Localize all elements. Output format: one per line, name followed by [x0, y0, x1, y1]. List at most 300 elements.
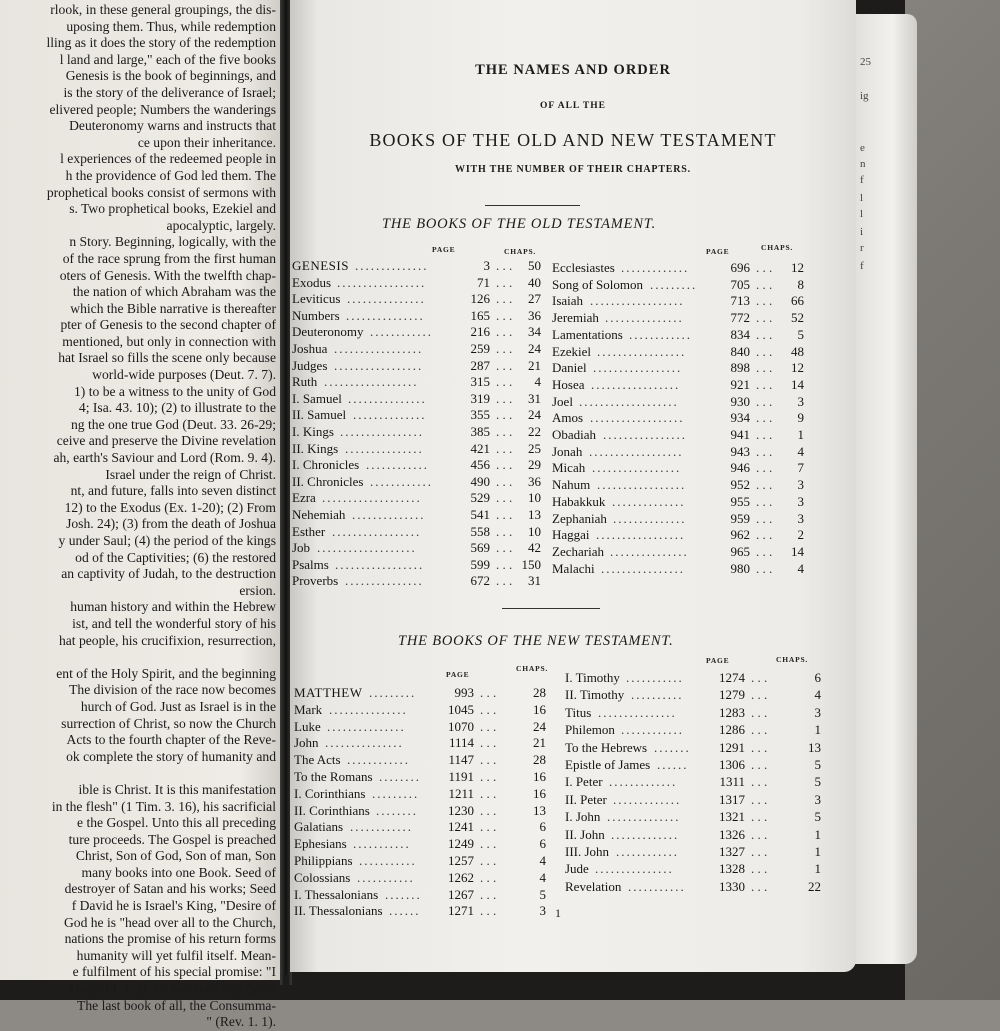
book-name: Leviticus	[292, 291, 341, 307]
book-page-number: 1114	[448, 735, 474, 751]
book-chapter-count: 1	[814, 722, 821, 738]
book-name: Ephesians	[294, 836, 347, 852]
book-chapter-count: 1	[814, 844, 821, 859]
book-row	[294, 702, 556, 718]
dot-leader: .............	[609, 774, 678, 790]
book-row	[292, 507, 542, 523]
dot-leader: ............	[629, 326, 692, 342]
left-page-line: n Story. Beginning, logically, with the	[69, 234, 276, 250]
left-page-line: Genesis is the book of beginnings, and	[65, 68, 276, 84]
book-row	[552, 511, 810, 527]
dot-leader: . . .	[756, 493, 773, 509]
dot-leader: . . .	[756, 293, 773, 309]
dot-leader: .................	[591, 376, 681, 392]
book-chapter-count: 14	[791, 376, 804, 392]
dot-leader: . . .	[496, 407, 513, 423]
book-page-number: 71	[477, 274, 490, 290]
left-page-blank-line	[0, 649, 280, 666]
dot-leader: ...............	[346, 307, 425, 323]
dot-leader: ..............	[613, 510, 687, 526]
book-chapter-count: 6	[814, 670, 821, 685]
left-page-line: an captivity of Judah, to the destruction	[61, 566, 276, 582]
dot-leader: ............	[370, 324, 433, 340]
book-page-number: 930	[730, 393, 750, 409]
book-row	[294, 819, 556, 835]
dot-leader: ........	[379, 769, 421, 784]
left-page-line: s. Two prophetical books, Ezekiel and	[69, 201, 276, 217]
dot-leader: . . .	[756, 560, 773, 576]
heading-names-and-order: THE NAMES AND ORDER	[475, 62, 671, 78]
dot-leader: . . .	[756, 543, 773, 559]
book-chapter-count: 3	[797, 493, 804, 509]
book-row	[552, 494, 810, 510]
book-page-number: 1328	[719, 861, 745, 877]
book-row	[552, 277, 810, 293]
left-page-line: nations the promise of his return forms	[64, 931, 276, 947]
dot-leader: ............	[347, 752, 410, 768]
left-page-line: prophetical books consist of sermons with	[46, 184, 276, 200]
dot-leader: . . .	[496, 374, 513, 390]
dot-leader: .........	[650, 276, 698, 292]
dot-leader: . . .	[751, 670, 768, 685]
book-page-number: 541	[470, 507, 490, 522]
dot-leader: . . .	[480, 718, 497, 734]
dot-leader: . . .	[496, 357, 513, 373]
book-page-number: 1211	[448, 785, 474, 801]
dot-leader: . . .	[496, 291, 513, 307]
book-name: I. Corinthians	[294, 785, 366, 801]
book-chapter-count: 24	[533, 718, 546, 734]
left-page-line: ah, earth's Saviour and Lord (Rom. 9. 4).	[53, 450, 276, 466]
book-row	[292, 308, 542, 324]
dot-leader: . . .	[756, 376, 773, 392]
dot-leader: ...............	[347, 291, 426, 307]
ot-right-page-header: PAGE	[706, 247, 730, 256]
dot-leader: . . .	[480, 886, 497, 902]
book-chapter-count: 42	[528, 540, 541, 556]
dot-leader: ...............	[345, 440, 424, 456]
book-chapter-count: 3	[797, 510, 804, 526]
dot-leader: . . .	[480, 701, 497, 717]
book-page-number: 1249	[448, 836, 474, 852]
book-name: Hosea	[552, 376, 585, 392]
edge-letter: f	[860, 260, 864, 272]
book-row	[552, 260, 810, 276]
book-page-number: 599	[470, 556, 490, 572]
book-chapter-count: 2	[797, 527, 804, 543]
dot-leader: ..................	[590, 410, 685, 426]
dot-leader: .............	[613, 791, 682, 807]
book-row	[552, 544, 810, 560]
book-row	[552, 444, 810, 460]
left-page-line: destroyer of Satan and his works; Seed	[64, 881, 276, 897]
book-chapter-count: 1	[797, 427, 804, 442]
book-page-number: 898	[730, 360, 750, 376]
dot-leader: . . .	[751, 861, 768, 877]
book-page-number: 1330	[719, 878, 745, 894]
left-page-line: h the providence of God led them. The	[65, 167, 276, 183]
heading-chapters-note: WITH THE NUMBER OF THEIR CHAPTERS.	[455, 164, 691, 175]
dot-leader: ........	[376, 802, 418, 818]
book-row	[552, 327, 810, 343]
book-name: MATTHEW	[294, 685, 363, 700]
book-chapter-count: 24	[528, 407, 541, 423]
dot-leader: . . .	[756, 427, 773, 442]
dot-leader: ............	[621, 722, 684, 738]
book-name: I. Thessalonians	[294, 886, 379, 902]
left-page-line: is the story of the deliverance of Israel;	[63, 84, 276, 100]
book-row	[552, 344, 810, 360]
dot-leader: .................	[592, 460, 682, 476]
dot-leader: ...............	[348, 390, 427, 406]
dot-leader: . . .	[480, 853, 497, 868]
book-chapter-count: 22	[528, 424, 541, 439]
book-page-number: 941	[730, 427, 750, 442]
book-page-number: 355	[470, 407, 490, 423]
book-name: I. Samuel	[292, 390, 342, 406]
book-row	[552, 527, 810, 543]
left-page-line: pter of Genesis to the second chapter of	[60, 317, 276, 333]
left-page-line: elivered people; Numbers the wanderings	[49, 101, 276, 117]
left-page-line: Deuteronomy warns and instructs that	[69, 118, 276, 134]
dot-leader: .............	[621, 260, 690, 275]
dot-leader: . . .	[496, 258, 513, 273]
ot-left-page-header: PAGE	[432, 245, 456, 254]
book-name: Joshua	[292, 341, 328, 356]
book-chapter-count: 5	[814, 757, 821, 772]
book-row	[565, 705, 825, 721]
book-row	[292, 324, 542, 340]
book-page-number: 946	[730, 460, 750, 476]
dot-leader: . . .	[756, 393, 773, 409]
dot-leader: ..............	[612, 493, 686, 509]
book-chapter-count: 3	[797, 393, 804, 409]
book-name: Deuteronomy	[292, 324, 364, 340]
book-name: Numbers	[292, 307, 340, 323]
book-row	[565, 757, 825, 773]
book-chapter-count: 34	[528, 324, 541, 340]
dot-leader: . . .	[480, 769, 497, 784]
book-name: Haggai	[552, 527, 590, 543]
dot-leader: . . .	[751, 704, 768, 720]
book-page-number: 955	[730, 493, 750, 509]
book-name: I. Peter	[565, 774, 603, 790]
edge-letter: r	[860, 242, 864, 254]
left-page-blank-line	[0, 765, 280, 782]
book-page-number: 980	[730, 560, 750, 576]
left-page-line: ist, and tell the wonderful story of his	[72, 615, 276, 631]
book-page-number: 1283	[719, 704, 745, 720]
dot-leader: . . .	[756, 260, 773, 275]
left-page-line: surrection of Christ, so now the Church	[61, 715, 276, 731]
book-row	[552, 561, 810, 577]
edge-letter: 25	[860, 56, 871, 68]
book-chapter-count: 4	[534, 374, 541, 390]
book-name: Judges	[292, 357, 328, 373]
dot-leader: . . .	[756, 343, 773, 359]
book-name: Philemon	[565, 722, 615, 738]
dot-leader: ...............	[610, 543, 689, 559]
book-chapter-count: 3	[814, 704, 821, 720]
book-name: III. John	[565, 844, 610, 859]
book-row	[552, 427, 810, 443]
book-chapter-count: 4	[539, 869, 546, 885]
dot-leader: . . .	[480, 869, 497, 885]
book-chapter-count: 16	[533, 769, 546, 784]
dot-leader: ......	[657, 757, 689, 772]
dot-leader: . . .	[751, 844, 768, 859]
book-page-number: 921	[730, 376, 750, 392]
book-chapter-count: 28	[533, 685, 546, 700]
left-page-line: human history and within the Hebrew	[70, 599, 276, 615]
book-row	[565, 774, 825, 790]
nt-left-page-header: PAGE	[446, 670, 470, 679]
left-page-line: oters of Genesis. With the twelfth chap-	[59, 267, 276, 283]
page-number: 1	[555, 906, 561, 920]
book-name: Titus	[565, 704, 592, 720]
book-page-number: 1257	[448, 853, 474, 868]
book-chapter-count: 25	[528, 440, 541, 456]
left-page-line: lling as it does the story of the redemption	[46, 35, 276, 51]
dot-leader: . . .	[756, 276, 773, 292]
book-page-number: 1291	[719, 739, 745, 755]
dot-leader: ...............	[595, 861, 674, 877]
book-name: Jonah	[552, 443, 583, 459]
book-chapter-count: 3	[539, 903, 546, 919]
book-chapter-count: 12	[791, 260, 804, 275]
book-row	[292, 291, 542, 307]
book-page-number: 490	[470, 473, 490, 489]
book-page-number: 1191	[448, 769, 474, 784]
dot-leader: ...........	[628, 878, 686, 894]
book-page-number: 569	[470, 540, 490, 556]
book-row	[565, 740, 825, 756]
book-chapter-count: 28	[533, 752, 546, 768]
book-name: Ezekiel	[552, 343, 591, 359]
book-row	[294, 719, 556, 735]
book-row	[294, 735, 556, 751]
book-page-number: 1279	[719, 687, 745, 703]
book-row	[292, 540, 542, 556]
left-page-line: od of the Captivities; (6) the restored	[75, 549, 276, 565]
dot-leader: ................	[601, 560, 685, 576]
book-chapter-count: 13	[528, 507, 541, 522]
book-name: Esther	[292, 523, 326, 539]
book-chapter-count: 10	[528, 523, 541, 539]
book-name: Galatians	[294, 819, 344, 835]
book-row	[294, 836, 556, 852]
book-name: Colossians	[294, 869, 351, 885]
book-row	[552, 410, 810, 426]
dot-leader: ............	[350, 819, 413, 835]
book-chapter-count: 1	[814, 861, 821, 877]
dot-leader: ...............	[329, 701, 408, 717]
edge-letter: i	[860, 226, 864, 238]
book-row	[292, 474, 542, 490]
left-page-line: ok complete the story of humanity and	[66, 748, 276, 764]
new-testament-title: THE BOOKS OF THE NEW TESTAMENT.	[398, 633, 674, 649]
book-page-number: 834	[730, 326, 750, 342]
book-row	[292, 391, 542, 407]
dot-leader: . . .	[751, 739, 768, 755]
book-row	[292, 490, 542, 506]
book-chapter-count: 21	[533, 735, 546, 751]
book-row	[292, 573, 542, 589]
left-page-line: in the flesh" (1 Tim. 3. 16), his sacrificial	[51, 798, 276, 814]
book-page-number: 1326	[719, 826, 745, 842]
ot-left-chaps-header: CHAPS.	[504, 247, 537, 256]
book-page-number: 1045	[448, 701, 474, 717]
dot-leader: ............	[366, 457, 429, 473]
book-page-number: 165	[470, 307, 490, 323]
book-name: John	[294, 735, 319, 751]
dot-leader: . . .	[756, 510, 773, 526]
book-row	[292, 258, 542, 274]
book-row	[294, 769, 556, 785]
dot-leader: .......	[654, 739, 691, 755]
book-name: II. Chronicles	[292, 473, 364, 489]
book-name: Malachi	[552, 560, 595, 576]
book-name: Nahum	[552, 477, 591, 493]
book-row	[292, 441, 542, 457]
book-name: I. Kings	[292, 424, 334, 439]
nt-right-page-header: PAGE	[706, 656, 730, 665]
book-chapter-count: 3	[797, 477, 804, 493]
book-row	[565, 670, 825, 686]
book-page-number: 1070	[448, 718, 474, 734]
dot-leader: ...........	[626, 670, 684, 685]
left-page-line: 1) to be a witness to the unity of God	[74, 383, 276, 399]
book-name: II. Samuel	[292, 407, 347, 423]
left-page-line: hat Israel so fills the scene only because	[58, 350, 276, 366]
book-chapter-count: 29	[528, 457, 541, 473]
dot-leader: . . .	[756, 443, 773, 459]
book-row	[565, 827, 825, 843]
book-row	[292, 524, 542, 540]
book-row	[565, 844, 825, 860]
dot-leader: . . .	[496, 523, 513, 539]
book-name: Lamentations	[552, 326, 623, 342]
left-page	[0, 0, 282, 1030]
dot-leader: .................	[332, 523, 422, 539]
book-chapter-count: 4	[797, 443, 804, 459]
left-page-line: (John 14. 1-3). To him the Holy Spirit	[69, 981, 276, 997]
book-row	[294, 803, 556, 819]
dot-leader: ...............	[327, 718, 406, 734]
left-page-line: Acts to the fourth chapter of the Reve-	[66, 732, 276, 748]
book-chapter-count: 13	[808, 739, 821, 755]
dot-leader: ...............	[598, 704, 677, 720]
book-row	[292, 457, 542, 473]
book-page-number: 696	[730, 260, 750, 275]
book-chapter-count: 27	[528, 291, 541, 307]
book-page-number: 840	[730, 343, 750, 359]
dot-leader: ............	[370, 473, 433, 489]
heading-divider	[485, 205, 580, 206]
book-row	[552, 460, 810, 476]
book-chapter-count: 66	[791, 293, 804, 309]
edge-letter: l	[860, 192, 864, 204]
book-row	[294, 685, 556, 701]
dot-leader: . . .	[756, 310, 773, 326]
dot-leader: ...........	[357, 869, 415, 885]
dot-leader: . . .	[751, 757, 768, 772]
left-page-line: the nation of which Abraham was the	[72, 284, 276, 300]
book-chapter-count: 4	[797, 560, 804, 576]
dot-leader: . . .	[496, 556, 513, 572]
book-name: Psalms	[292, 556, 329, 572]
left-page-line: 12) to the Exodus (Ex. 1-20); (2) From	[64, 499, 276, 515]
book-page-number: 1147	[448, 752, 474, 768]
book-page-number: 713	[730, 293, 750, 309]
left-page-line: God he is "head over all to the Church,	[63, 914, 276, 930]
left-page-line: The division of the race now becomes	[69, 682, 276, 698]
dot-leader: . . .	[496, 274, 513, 290]
book-page-number: 287	[470, 357, 490, 373]
dot-leader: . . .	[480, 802, 497, 818]
book-chapter-count: 16	[533, 701, 546, 717]
book-page-number: 993	[454, 685, 474, 700]
book-name: II. Thessalonians	[294, 903, 383, 919]
book-name: I. Timothy	[565, 670, 620, 685]
left-page-line: Christ, Son of God, Son of man, Son	[75, 848, 276, 864]
dot-leader: ...............	[325, 735, 404, 751]
book-row	[552, 310, 810, 326]
book-row	[552, 394, 810, 410]
book-chapter-count: 16	[533, 785, 546, 801]
book-chapter-count: 150	[521, 556, 541, 572]
book-row	[565, 809, 825, 825]
dot-leader: . . .	[496, 473, 513, 489]
left-page-line: hurch of God. Just as Israel is in the	[80, 698, 276, 714]
book-chapter-count: 5	[797, 326, 804, 342]
book-row	[565, 792, 825, 808]
dot-leader: . . .	[496, 341, 513, 356]
book-chapter-count: 12	[791, 360, 804, 376]
book-chapter-count: 3	[814, 791, 821, 807]
book-row	[565, 879, 825, 895]
dot-leader: . . .	[496, 573, 513, 589]
book-name: Habakkuk	[552, 493, 606, 509]
book-chapter-count: 22	[808, 878, 821, 894]
left-page-line: " (Rev. 1. 1).	[206, 1014, 276, 1030]
dot-leader: . . .	[496, 457, 513, 473]
book-chapter-count: 36	[528, 307, 541, 323]
left-page-line: world-wide purposes (Deut. 7. 7).	[92, 367, 276, 383]
book-row	[292, 557, 542, 573]
book-row	[292, 341, 542, 357]
left-page-line: ersion.	[239, 582, 276, 598]
left-page-line: of the race sprung from the first human	[62, 250, 276, 266]
book-row	[294, 786, 556, 802]
dot-leader: ..................	[589, 443, 684, 459]
book-row	[294, 903, 556, 919]
book-name: Jude	[565, 861, 589, 877]
dot-leader: ................	[340, 424, 424, 439]
book-page-number: 126	[470, 291, 490, 307]
book-row	[552, 360, 810, 376]
book-chapter-count: 10	[528, 490, 541, 506]
book-name: Ecclesiastes	[552, 260, 615, 275]
dot-leader: .................	[596, 527, 686, 543]
book-page-number: 772	[730, 310, 750, 326]
book-page-number: 1306	[719, 757, 745, 772]
book-name: To the Hebrews	[565, 739, 648, 755]
book-chapter-count: 21	[528, 357, 541, 373]
dot-leader: .................	[597, 477, 687, 493]
next-page-edge	[855, 14, 917, 964]
book-row	[292, 374, 542, 390]
